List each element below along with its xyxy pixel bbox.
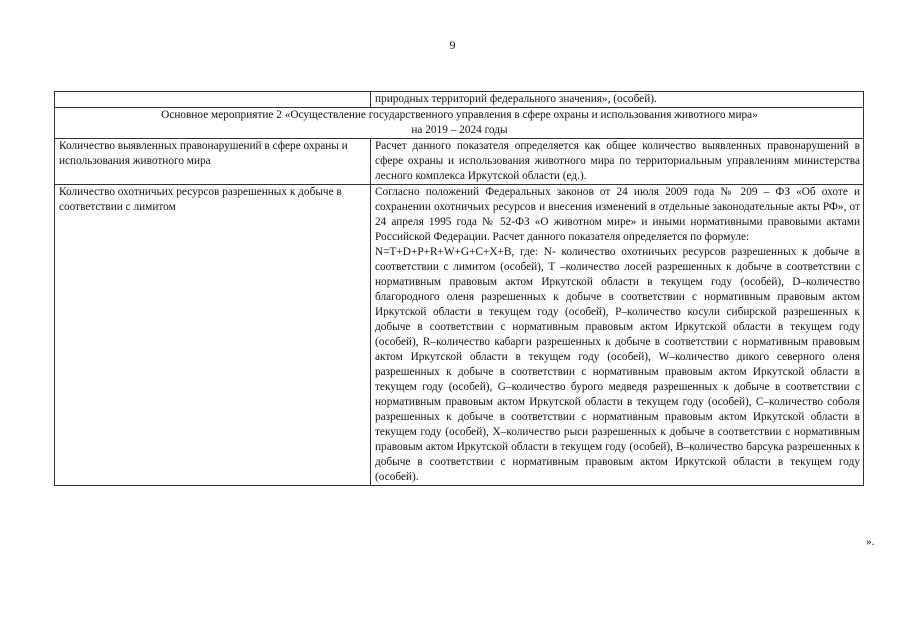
indicators-table xyxy=(54,91,864,486)
table-row xyxy=(55,185,864,486)
table-cell-method: Расчет данного показателя определяется как общее количество выявленных правонарушений в сфере охраны и использования животного мира по территориальным управлениям министерства лесного комплекса Иркутской области (ед.). xyxy=(371,139,864,185)
table-cell-indicator: Количество охотничьих ресурсов разрешенных к добыче в соответствии с лимитом xyxy=(55,185,371,486)
section-heading-line: на 2019 – 2024 годы xyxy=(411,124,508,136)
table-row xyxy=(55,92,864,108)
section-heading xyxy=(55,108,864,139)
table-cell-method xyxy=(371,185,864,486)
method-intro: Согласно положений Федеральных законов от 24 июля 2009 года № 209 – ФЗ «Об охоте и сохранении охотничьих ресурсов и внесения изменений в отдельные законодательные акты РФ», от 24 апреля 1995 года № 52-ФЗ «О животном мире» и иными нормативными правовыми актами Российской Федерации. Расчет данного показателя определяется по формуле: xyxy=(375,186,860,243)
table-cell-method: природных территорий федерального значения», (особей). xyxy=(371,92,864,108)
page-number: 9 xyxy=(449,38,456,52)
section-heading-row xyxy=(55,108,864,139)
table-cell-indicator xyxy=(55,92,371,108)
closing-quote-mark: ». xyxy=(866,536,875,548)
method-formula: N=T+D+P+R+W+G+C+X+B, где: N- количество охотничьих ресурсов разрешенных к добыче в соответствии с лимитом (особей), Т –количество лосей разрешенных к добыче в соответствии с нормативным правовым актом Иркутской области в текущем году (особей), D–количество благородного оленя разрешенных к добыче в соответствии с нормативным правовым актом Иркутской области в текущем году (особей), P–количество косули сибирской разрешенных к добыче в соответствии с нормативным правовым актом Иркутской области в текущем году (особей), R–количество кабарги разрешенных к добыче в соответствии с нормативным правовым актом Иркутской области в текущем году (особей), W–количество дикого северного оленя разрешенных к добыче в соответствии с нормативным правовым актом Иркутской области в текущем году (особей), G–количество бурого медведя разрешенных к добыче в соответствии с нормативным правовым актом Иркутской области в текущем году (особей), C–количество соболя разрешенных к добыче в соответствии с нормативным правовым актом Иркутской области в текущем году (особей), X–количество рыси разрешенных к добыче в соответствии с нормативным правовым актом Иркутской области в текущем году (особей), B–количество барсука разрешенных к добыче в соответствии с нормативным правовым актом Иркутской области в текущем году (особей). xyxy=(375,246,860,483)
table-row xyxy=(55,139,864,185)
section-heading-line: Основное мероприятие 2 «Осуществление государственного управления в сфере охраны и использования животного мира» xyxy=(161,109,758,121)
table-cell-indicator: Количество выявленных правонарушений в сфере охраны и использования животного мира xyxy=(55,139,371,185)
